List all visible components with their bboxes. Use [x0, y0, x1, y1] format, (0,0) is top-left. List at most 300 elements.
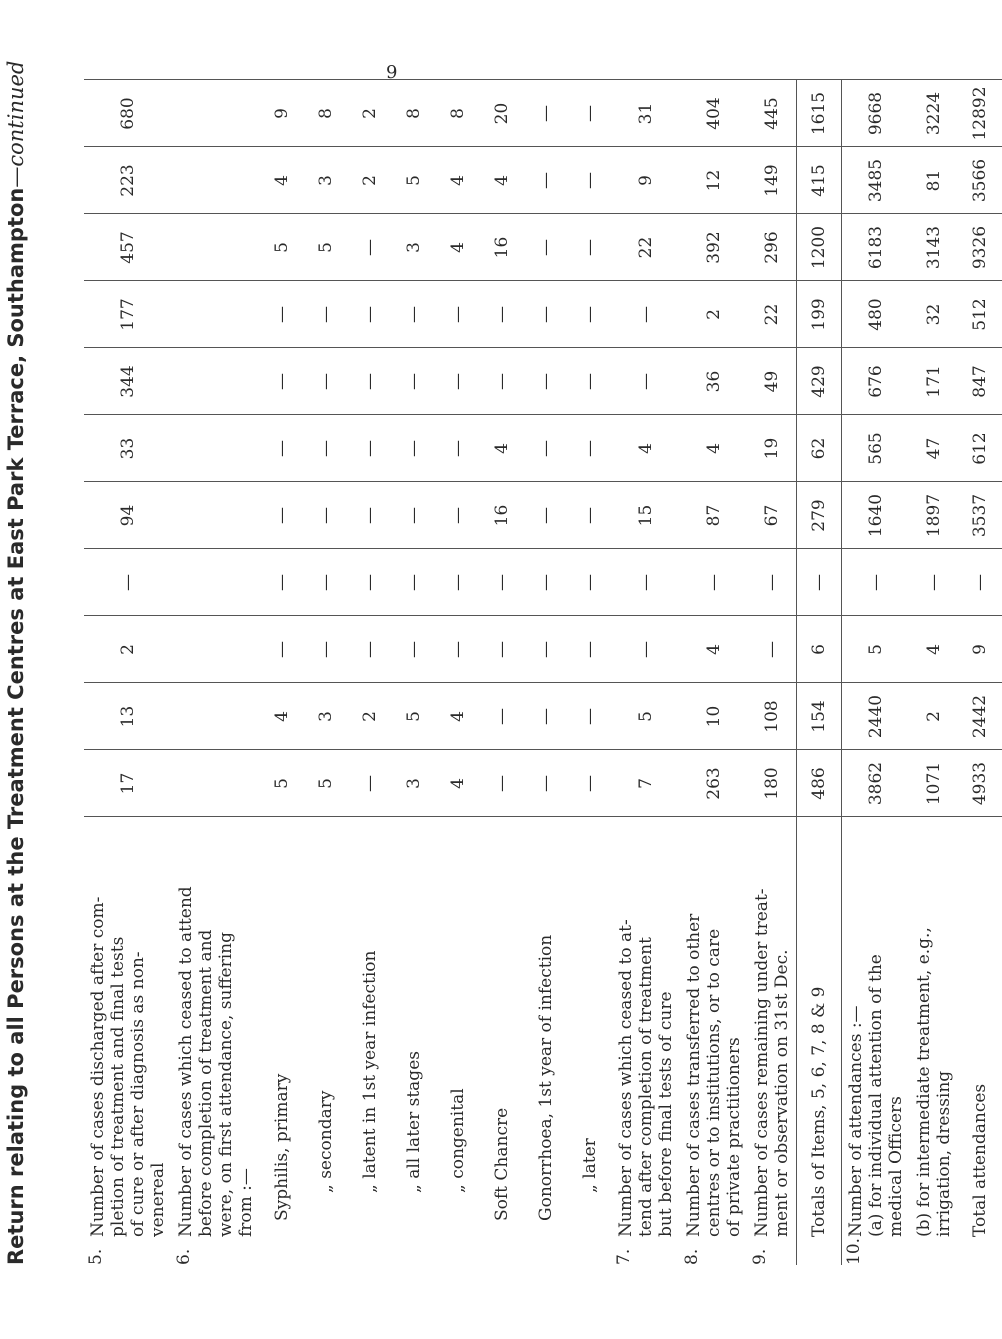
table-cell — [958, 482, 1002, 549]
row-label-line: Total attendances — [970, 1083, 990, 1237]
cell-value: — — [536, 105, 556, 122]
cell-value: 199 — [809, 298, 829, 331]
table-cell — [524, 80, 568, 147]
table-cell — [680, 616, 748, 683]
row-label-line: from :— — [236, 1168, 256, 1237]
table-cell — [748, 549, 797, 616]
cell-value: 20 — [492, 102, 512, 125]
cell-value: 847 — [970, 365, 990, 398]
table-cell — [568, 482, 612, 549]
cell-value: — — [448, 641, 468, 658]
cell-value: 4 — [492, 443, 512, 454]
cell-value: 1200 — [809, 225, 829, 270]
table-cell — [958, 415, 1002, 482]
cell-value: — — [360, 440, 380, 457]
table-cell — [304, 348, 348, 415]
cell-value: — — [580, 641, 600, 658]
table-cell — [436, 549, 480, 616]
table-row — [680, 80, 748, 1265]
cell-value: 149 — [762, 164, 782, 197]
cell-value: 344 — [118, 365, 138, 398]
table-cell — [172, 348, 260, 415]
cell-value: — — [360, 775, 380, 792]
row-label-line: Number of cases remaining under treat- — [752, 888, 772, 1237]
cell-value: 2440 — [866, 694, 886, 739]
table-cell — [304, 415, 348, 482]
table-cell — [260, 616, 304, 683]
cell-value: 5 — [316, 242, 336, 253]
table-cell — [260, 348, 304, 415]
table-cell — [392, 147, 436, 214]
row-label-line: „ all later stages — [404, 1051, 424, 1193]
cell-value: — — [762, 574, 782, 591]
cell-value: — — [536, 239, 556, 256]
cell-value: — — [580, 105, 600, 122]
row-label-line: of cure or after diagnosis as non- — [128, 951, 148, 1237]
cell-value: 3 — [316, 711, 336, 722]
cell-value: — — [272, 641, 292, 658]
cell-value: — — [704, 574, 724, 591]
cell-value: 263 — [704, 767, 724, 800]
table-cell — [480, 549, 524, 616]
cell-value: — — [536, 172, 556, 189]
table-cell — [304, 683, 348, 750]
table-cell — [84, 281, 172, 348]
cell-value: — — [492, 775, 512, 792]
cell-value — [206, 215, 226, 281]
cell-value: 9 — [636, 175, 656, 186]
cell-value: 457 — [118, 231, 138, 264]
table-title — [4, 60, 34, 1265]
table-cell — [797, 80, 842, 147]
row-label-line: Syphilis, primary — [272, 1073, 292, 1221]
table-cell — [680, 750, 748, 817]
table-cell — [348, 549, 392, 616]
table-cell — [842, 683, 911, 750]
cell-value: 3 — [404, 778, 424, 789]
row-label — [568, 817, 612, 1265]
table-cell — [172, 482, 260, 549]
table-cell — [524, 147, 568, 214]
table-cell — [748, 482, 797, 549]
table-cell — [84, 549, 172, 616]
row-number: 10. — [844, 1237, 864, 1265]
table-row — [797, 80, 842, 1265]
row-label — [748, 817, 797, 1265]
cell-value: — — [580, 775, 600, 792]
cell-value: 2 — [118, 644, 138, 655]
table-cell — [260, 80, 304, 147]
table-cell — [392, 683, 436, 750]
cell-value: 3485 — [866, 158, 886, 203]
cell-value: 1897 — [924, 493, 944, 538]
cell-value: 415 — [809, 164, 829, 197]
cell-value: — — [492, 641, 512, 658]
table-cell — [748, 415, 797, 482]
cell-value: 33 — [118, 437, 138, 460]
cell-value: — — [536, 775, 556, 792]
table-cell — [480, 147, 524, 214]
table-cell — [304, 281, 348, 348]
cell-value: 4 — [704, 644, 724, 655]
cell-value: 3862 — [866, 761, 886, 806]
table-cell — [260, 281, 304, 348]
table-cell — [84, 214, 172, 281]
table-cell — [748, 750, 797, 817]
table-cell — [910, 348, 958, 415]
table-cell — [568, 348, 612, 415]
table-cell — [910, 616, 958, 683]
row-label-line: but before final tests of cure — [656, 991, 676, 1237]
cell-value: 19 — [762, 437, 782, 460]
table-cell — [568, 683, 612, 750]
cell-value: 4 — [272, 711, 292, 722]
cell-value: 4 — [492, 175, 512, 186]
table-row — [84, 80, 172, 1265]
table-cell — [348, 750, 392, 817]
table-cell — [612, 616, 680, 683]
row-label-line: of private practitioners — [724, 1037, 744, 1237]
row-number: 5. — [86, 1248, 106, 1265]
table-cell — [842, 348, 911, 415]
cell-value: 16 — [492, 236, 512, 259]
cell-value: 22 — [762, 303, 782, 326]
table-cell — [612, 80, 680, 147]
cell-value: — — [762, 641, 782, 658]
cell-value: 12 — [704, 169, 724, 192]
cell-value: — — [316, 373, 336, 390]
cell-value: 2442 — [970, 694, 990, 739]
cell-value: 13 — [118, 705, 138, 728]
table-cell — [392, 616, 436, 683]
cell-value: 3 — [316, 175, 336, 186]
table-cell — [842, 549, 911, 616]
cell-value: 2 — [704, 309, 724, 320]
cell-value: 4 — [448, 711, 468, 722]
row-label-line: pletion of treatment and final tests — [108, 936, 128, 1237]
table-cell — [84, 750, 172, 817]
table-cell — [748, 147, 797, 214]
row-label-line: (a) for individual attention of the — [866, 954, 886, 1237]
table-cell — [260, 750, 304, 817]
cell-value: 9326 — [970, 225, 990, 270]
table-cell — [84, 482, 172, 549]
table-cell — [797, 750, 842, 817]
table-cell — [260, 482, 304, 549]
cell-value: 5 — [316, 778, 336, 789]
table-cell — [680, 281, 748, 348]
cell-value: 676 — [866, 365, 886, 398]
cell-value: — — [448, 507, 468, 524]
table-cell — [958, 147, 1002, 214]
table-cell — [348, 147, 392, 214]
table-cell — [436, 348, 480, 415]
table-cell — [260, 214, 304, 281]
table-cell — [958, 348, 1002, 415]
cell-value: — — [404, 373, 424, 390]
table-cell — [568, 214, 612, 281]
cell-value: 9 — [970, 644, 990, 655]
cell-value: 1071 — [924, 761, 944, 806]
table-cell — [524, 549, 568, 616]
table-cell — [480, 616, 524, 683]
row-label — [524, 817, 568, 1265]
table-cell — [304, 147, 348, 214]
row-number: 6. — [174, 1248, 194, 1265]
cell-value: 177 — [118, 298, 138, 331]
cell-value: — — [580, 507, 600, 524]
cell-value: 4 — [448, 778, 468, 789]
cell-value: — — [360, 574, 380, 591]
cell-value: — — [636, 641, 656, 658]
cell-value: — — [272, 507, 292, 524]
table-cell — [304, 549, 348, 616]
cell-value: 612 — [970, 432, 990, 465]
table-cell — [480, 683, 524, 750]
table-cell — [612, 281, 680, 348]
cell-value: — — [404, 507, 424, 524]
cell-value: — — [404, 306, 424, 323]
table-cell — [958, 281, 1002, 348]
table-row — [172, 80, 260, 1265]
table-row — [524, 80, 568, 1265]
table-cell — [680, 147, 748, 214]
title-continued: —continued — [4, 60, 28, 188]
table-cell — [480, 281, 524, 348]
table-row — [304, 80, 348, 1265]
cell-value: — — [536, 440, 556, 457]
page-number: 9 — [386, 62, 398, 83]
table-cell — [392, 482, 436, 549]
cell-value: 1615 — [809, 91, 829, 136]
table-cell — [436, 214, 480, 281]
table-cell — [958, 549, 1002, 616]
title-text: Return relating to all Persons at the Treatment Centres at East Park Terrace, Southampton — [4, 187, 28, 1265]
cell-value: 6183 — [866, 225, 886, 270]
table-cell — [797, 415, 842, 482]
table-cell — [842, 147, 911, 214]
table-cell — [524, 214, 568, 281]
table-cell — [84, 80, 172, 147]
table-cell — [680, 683, 748, 750]
table-cell — [612, 750, 680, 817]
row-label-line: irrigation, dressing — [934, 1070, 954, 1237]
cell-value: — — [636, 306, 656, 323]
table-cell — [172, 683, 260, 750]
row-label-line: Soft Chancre — [492, 1107, 512, 1221]
row-label-line: before completion of treatment and — [196, 929, 216, 1237]
table-cell — [797, 147, 842, 214]
cell-value: 480 — [866, 298, 886, 331]
table-cell — [910, 214, 958, 281]
cell-value: 3537 — [970, 493, 990, 538]
table-cell — [910, 415, 958, 482]
table-cell — [797, 616, 842, 683]
row-label — [348, 817, 392, 1265]
table-cell — [436, 281, 480, 348]
cell-value: 486 — [809, 767, 829, 800]
cell-value: 154 — [809, 700, 829, 733]
table-cell — [748, 214, 797, 281]
table-row — [260, 80, 304, 1265]
table-cell — [680, 549, 748, 616]
cell-value: 429 — [809, 365, 829, 398]
table-cell — [568, 415, 612, 482]
table-cell — [524, 616, 568, 683]
cell-value: 5 — [404, 175, 424, 186]
cell-value: — — [924, 574, 944, 591]
row-label — [480, 817, 524, 1265]
table-cell — [348, 683, 392, 750]
return-table — [84, 80, 1002, 1266]
cell-value: — — [536, 306, 556, 323]
cell-value: 5 — [866, 644, 886, 655]
cell-value: 22 — [636, 236, 656, 259]
cell-value: — — [580, 172, 600, 189]
row-label-line: tend after completion of treatment — [636, 937, 656, 1237]
cell-value: — — [360, 373, 380, 390]
cell-value: 87 — [704, 504, 724, 527]
table-cell — [612, 415, 680, 482]
cell-value: 3 — [404, 242, 424, 253]
table-cell — [436, 750, 480, 817]
cell-value: — — [316, 306, 336, 323]
table-cell — [958, 616, 1002, 683]
table-cell — [524, 348, 568, 415]
table-cell — [392, 348, 436, 415]
table-cell — [748, 683, 797, 750]
row-label-line: medical Officers — [886, 1096, 906, 1237]
cell-value: 47 — [924, 437, 944, 460]
table-cell — [748, 80, 797, 147]
table-cell — [348, 415, 392, 482]
cell-value: 17 — [118, 772, 138, 795]
row-label-line: Number of attendances :— — [846, 1005, 866, 1237]
table-row — [436, 80, 480, 1265]
cell-value: 180 — [762, 767, 782, 800]
cell-value: 404 — [704, 97, 724, 130]
table-cell — [84, 348, 172, 415]
table-cell — [480, 80, 524, 147]
row-label-line: „ later — [580, 1138, 600, 1193]
cell-value: — — [580, 373, 600, 390]
table-cell — [568, 80, 612, 147]
cell-value: — — [272, 440, 292, 457]
cell-value: — — [866, 574, 886, 591]
table-cell — [797, 281, 842, 348]
cell-value — [206, 349, 226, 415]
table-cell — [436, 147, 480, 214]
table-cell — [84, 147, 172, 214]
cell-value: 7 — [636, 778, 656, 789]
table-cell — [842, 750, 911, 817]
table-cell — [910, 683, 958, 750]
table-cell — [172, 147, 260, 214]
table-cell — [524, 281, 568, 348]
cell-value: — — [536, 373, 556, 390]
table-cell — [392, 281, 436, 348]
table-cell — [172, 80, 260, 147]
cell-value: 108 — [762, 700, 782, 733]
row-label — [797, 817, 842, 1265]
cell-value: 512 — [970, 298, 990, 331]
cell-value: 445 — [762, 97, 782, 130]
cell-value: — — [448, 440, 468, 457]
cell-value: — — [316, 440, 336, 457]
table-cell — [680, 482, 748, 549]
table-cell — [910, 549, 958, 616]
table-cell — [480, 415, 524, 482]
table-cell — [842, 616, 911, 683]
cell-value: — — [360, 239, 380, 256]
cell-value: — — [809, 574, 829, 591]
cell-value: 5 — [404, 711, 424, 722]
cell-value — [206, 617, 226, 683]
table-cell — [304, 80, 348, 147]
cell-value: — — [492, 708, 512, 725]
table-cell — [84, 616, 172, 683]
row-label-line: „ latent in 1st year infection — [360, 950, 380, 1193]
cell-value — [206, 483, 226, 549]
table-cell — [172, 616, 260, 683]
cell-value: — — [272, 574, 292, 591]
cell-value: 36 — [704, 370, 724, 393]
table-cell — [392, 214, 436, 281]
cell-value: 2 — [360, 175, 380, 186]
cell-value: — — [536, 641, 556, 658]
table-cell — [436, 80, 480, 147]
cell-value: 67 — [762, 504, 782, 527]
cell-value: 4 — [636, 443, 656, 454]
cell-value: 32 — [924, 303, 944, 326]
cell-value: — — [448, 373, 468, 390]
cell-value: 15 — [636, 504, 656, 527]
table-cell — [348, 214, 392, 281]
row-label-line: Number of cases which ceased to attend — [176, 886, 196, 1237]
table-row — [392, 80, 436, 1265]
table-cell — [797, 549, 842, 616]
table-cell — [958, 683, 1002, 750]
cell-value: — — [404, 574, 424, 591]
table-cell — [797, 348, 842, 415]
table-cell — [436, 616, 480, 683]
table-cell — [436, 415, 480, 482]
table-cell — [524, 482, 568, 549]
table-cell — [842, 80, 911, 147]
table-cell — [797, 482, 842, 549]
cell-value: — — [536, 708, 556, 725]
cell-value — [206, 148, 226, 214]
row-label-line: Number of cases which ceased to at- — [616, 919, 636, 1237]
cell-value: 5 — [272, 242, 292, 253]
table-cell — [524, 683, 568, 750]
table-cell — [348, 348, 392, 415]
cell-value — [206, 684, 226, 750]
table-cell — [84, 683, 172, 750]
row-label — [958, 817, 1002, 1265]
cell-value: — — [404, 440, 424, 457]
table-cell — [392, 750, 436, 817]
cell-value: — — [492, 574, 512, 591]
table-cell — [842, 281, 911, 348]
table-row — [958, 80, 1002, 1265]
table-cell — [910, 80, 958, 147]
table-cell — [436, 683, 480, 750]
table-cell — [568, 147, 612, 214]
row-label-line: (b) for intermediate treatment, e.g., — [914, 927, 934, 1237]
cell-value — [206, 282, 226, 348]
cell-value: — — [970, 574, 990, 591]
